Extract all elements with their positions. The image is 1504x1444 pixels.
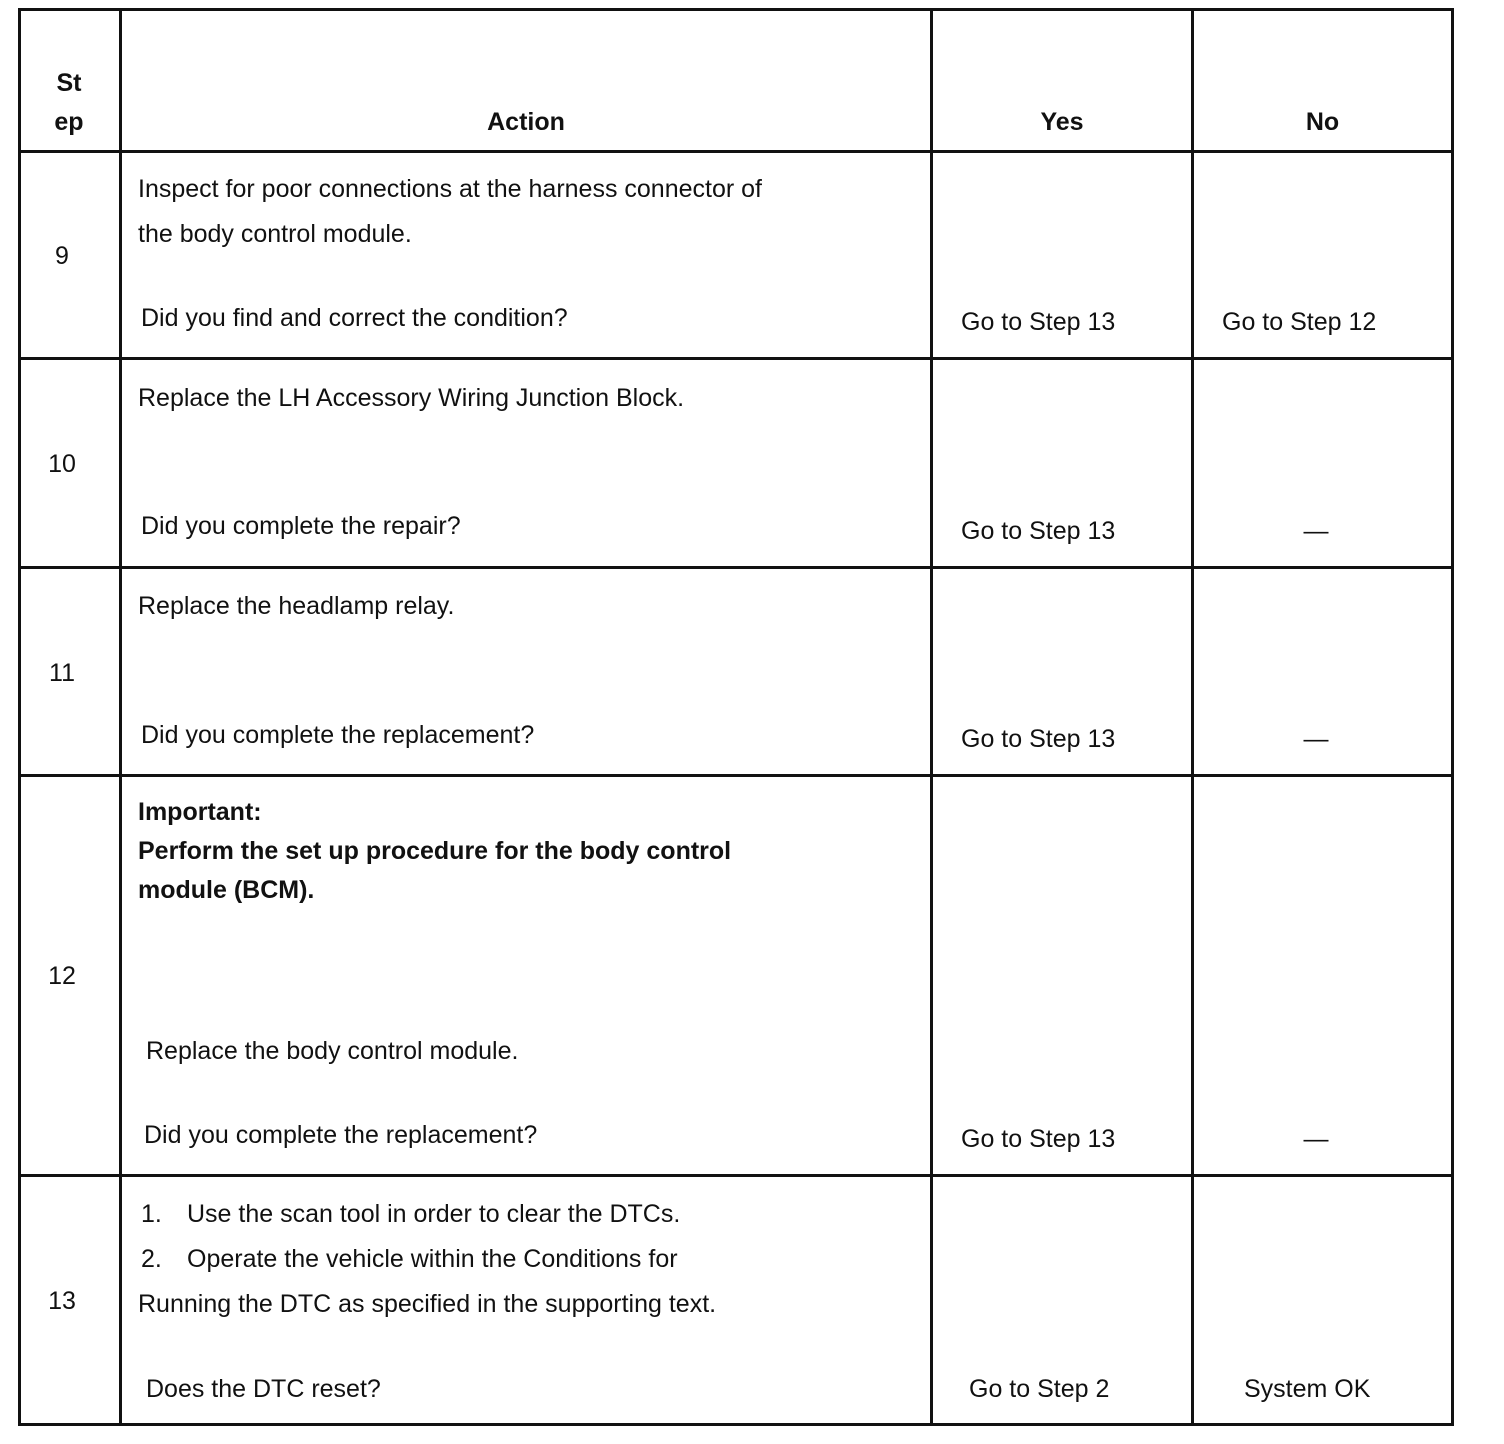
action-text: Replace the body control module. — [146, 1037, 519, 1065]
table-border-left — [18, 8, 21, 1426]
header-action: Action — [487, 108, 565, 136]
column-divider — [119, 8, 122, 1426]
row-divider — [18, 774, 1454, 777]
step-number: 12 — [48, 962, 76, 990]
table-border-top — [18, 8, 1454, 11]
action-question: Does the DTC reset? — [146, 1375, 381, 1403]
list-number: 2. — [141, 1245, 162, 1273]
table-border-bottom — [18, 1423, 1454, 1426]
list-item: Operate the vehicle within the Conditions for — [187, 1245, 678, 1273]
header-step-line2: ep — [54, 108, 84, 136]
action-text: the body control module. — [138, 220, 412, 248]
header-no: No — [1305, 108, 1340, 136]
no-result: — — [1303, 1125, 1329, 1153]
action-question: Did you find and correct the condition? — [141, 304, 568, 332]
row-divider — [18, 1174, 1454, 1177]
header-yes: Yes — [1040, 108, 1084, 136]
action-question: Did you complete the replacement? — [144, 1121, 538, 1149]
yes-result: Go to Step 2 — [969, 1375, 1110, 1403]
column-divider — [1191, 8, 1194, 1426]
row-divider — [18, 357, 1454, 360]
action-text: Replace the headlamp relay. — [138, 592, 455, 620]
important-note: Perform the set up procedure for the body control — [138, 837, 732, 865]
step-number: 13 — [48, 1287, 76, 1315]
row-divider — [18, 150, 1454, 153]
yes-result: Go to Step 13 — [961, 1125, 1116, 1153]
important-label: Important: — [138, 798, 262, 826]
table-border-right — [1451, 8, 1454, 1426]
row-divider — [18, 566, 1454, 569]
column-divider — [930, 8, 933, 1426]
header-step-line1: St — [56, 69, 82, 97]
list-item: Use the scan tool in order to clear the DTCs. — [187, 1200, 681, 1228]
no-result: — — [1303, 725, 1329, 753]
no-result: — — [1303, 517, 1329, 545]
no-result: System OK — [1244, 1375, 1371, 1403]
step-number: 10 — [48, 450, 76, 478]
list-number: 1. — [141, 1200, 162, 1228]
action-text: Running the DTC as specified in the supporting text. — [138, 1290, 717, 1318]
action-question: Did you complete the repair? — [141, 512, 461, 540]
important-note: module (BCM). — [138, 876, 315, 904]
step-number: 11 — [49, 659, 75, 687]
no-result: Go to Step 12 — [1222, 308, 1377, 336]
action-text: Inspect for poor connections at the harness connector of — [138, 175, 762, 203]
step-number: 9 — [55, 242, 69, 270]
yes-result: Go to Step 13 — [961, 308, 1116, 336]
action-text: Replace the LH Accessory Wiring Junction Block. — [138, 384, 685, 412]
yes-result: Go to Step 13 — [961, 517, 1116, 545]
yes-result: Go to Step 13 — [961, 725, 1116, 753]
action-question: Did you complete the replacement? — [141, 721, 535, 749]
